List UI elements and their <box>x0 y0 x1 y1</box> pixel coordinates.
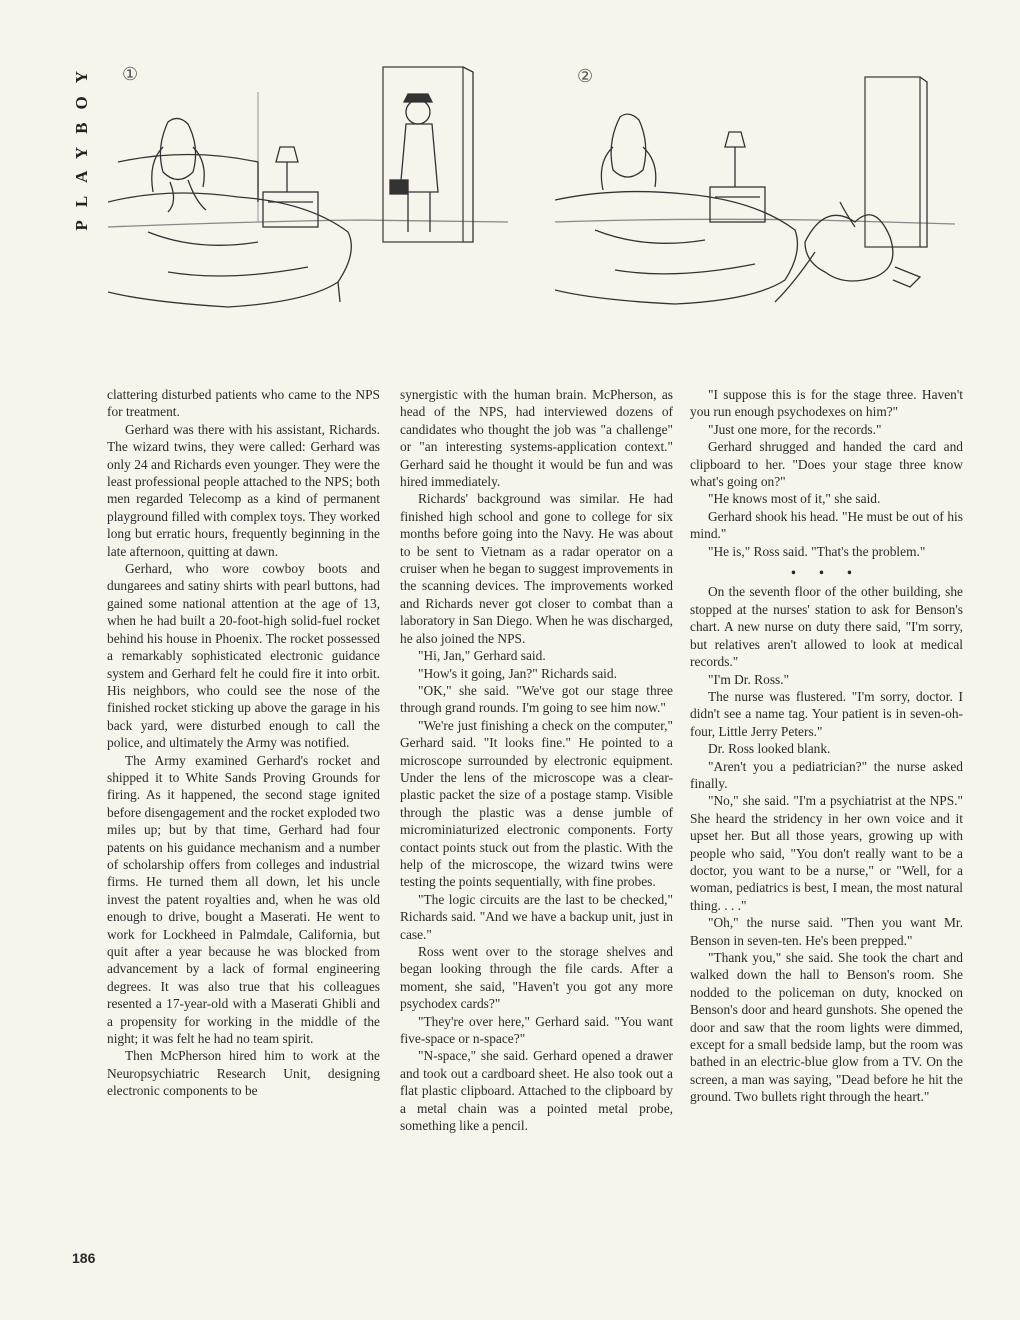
article-paragraph: The nurse was flustered. "I'm sorry, doctor. I didn't see a name tag. Your patient is in seven-oh-four, Little Jerry Peters." <box>690 688 963 739</box>
article-paragraph: "Oh," the nurse said. "Then you want Mr. Benson in seven-ten. He's been prepped." <box>690 915 963 948</box>
cartoon-illustration-1 <box>108 52 508 347</box>
article-paragraph: "No," she said. "I'm a psychiatrist at the NPS." She heard the stridency in her own voice and it upset her. But all those years, growing up with people who said, "You don't really want to be a doctor, you want to be a nurse," or "Well, for a woman, pediatrics is best, I mean, the most natural thing. . . ." <box>690 793 963 913</box>
article-paragraph: Ross went over to the storage shelves and began looking through the file cards. After a moment, she said, "Haven't you got any more psychodex cards?" <box>400 944 673 1012</box>
panel-2-label: ② <box>577 66 594 86</box>
article-paragraph: "We're just finishing a check on the computer," Gerhard said. "It looks fine." He pointed to a microscope surrounded by electronic equipment. Under the lens of the microscope was a clear-plastic packet the size of a postage stamp. Visible through the plastic was a dense jumble of microminiaturized electronic components. Forty contact points stuck out from the plastic. With the help of the microscope, the wizard twins were testing the points sequentially, with fine probes. <box>400 717 673 890</box>
section-break: • • • <box>791 565 862 581</box>
article-paragraph: Gerhard was there with his assistant, Richards. The wizard twins, they were called: Gerhard was only 24 and Richards even younger. They were the least professional people attached to the NPS; both men regarded Telecomp as a kind of permanent playground filled with complex toys. They worked long but erratic hours, frequently beginning in the late afternoon, quitting at dawn. <box>107 421 380 559</box>
article-paragraph: "How's it going, Jan?" Richards said. <box>418 665 617 681</box>
article-paragraph: "I'm Dr. Ross." <box>708 671 790 687</box>
article-paragraph: "He is," Ross said. "That's the problem." <box>708 543 926 559</box>
article-paragraph: Gerhard shrugged and handed the card and clipboard to her. "Does your stage three know what's going on?" <box>690 439 963 490</box>
article-paragraph: clattering disturbed patients who came to the NPS for treatment. <box>107 387 380 420</box>
article-paragraph: Then McPherson hired him to work at the Neuropsychiatric Research Unit, designing electronic components to be <box>107 1048 380 1099</box>
article-paragraph: Gerhard, who wore cowboy boots and dungarees and satiny shirts with pearl buttons, had gained some national attention at the age of 13, when he had built a 20-foot-high solid-fuel rocket behind his house in Phoenix. The rocket possessed a remarkably sophisticated electronic guidance system and Gerhard felt he could fire it into orbit. His neighbors, who could see the nose of the finished rocket sticking up above the garage in his back yard, were disturbed enough to call the police, and ultimately the Army was notified. <box>107 561 380 751</box>
article-paragraph: "He knows most of it," she said. <box>708 491 881 507</box>
cartoon-illustration-2 <box>555 52 955 342</box>
article-paragraph: "The logic circuits are the last to be checked," Richards said. "And we have a backup unit, just in case." <box>400 891 673 942</box>
panel-1-label: ① <box>122 64 139 84</box>
cartoon-panel-2 <box>555 52 955 342</box>
article-paragraph: synergistic with the human brain. McPherson, as head of the NPS, had interviewed dozens of candidates who thought the job was "a challenge" or "an interesting systems-application context." Gerhard said he thought it would be fun and was hired immediately. <box>400 387 673 490</box>
article-column-1 <box>107 386 380 1100</box>
article-column-3 <box>690 386 963 1106</box>
article-paragraph: "Thank you," she said. She took the chart and walked down the hall to Benson's room. She nodded to the policeman on duty, knocked on Benson's door and heard gunshots. She opened the door and saw that the room lights were dimmed, except for a small bedside lamp, but the room was bathed in an electric-blue glow from a TV. On the screen, a man was saying, "Dead before he hit the ground. Two bullets right through the heart." <box>690 950 963 1105</box>
article-paragraph: On the seventh floor of the other building, she stopped at the nurses' station to ask for Benson's chart. A new nurse on duty there said, "I'm sorry, but relatives aren't allowed to look at medical records." <box>690 584 963 670</box>
article-paragraph: "Just one more, for the records." <box>708 421 882 437</box>
article-paragraph: Dr. Ross looked blank. <box>708 741 831 757</box>
article-paragraph: Gerhard shook his head. "He must be out of his mind." <box>690 508 963 542</box>
article-paragraph: Richards' background was similar. He had finished high school and gone to college for six months before going into the Navy. He was about to be sent to Vietnam as a radar operator on a cruiser when he began to suggest improvements in the scanning devices. The improvements worked and Richards never got closer to combat than a laboratory in San Diego. When he was discharged, he also joined the NPS. <box>400 491 673 646</box>
article-paragraph: "I suppose this is for the stage three. Haven't you run enough psychodexes on him?" <box>690 387 963 420</box>
article-paragraph: "Hi, Jan," Gerhard said. <box>418 648 546 664</box>
article-paragraph: "Aren't you a pediatrician?" the nurse asked finally. <box>690 758 963 791</box>
article-column-2 <box>400 386 673 1134</box>
article-paragraph: "N-space," she said. Gerhard opened a drawer and took out a cardboard sheet. He also took out a flat plastic clipboard. Attached to the clipboard by a metal chain was a pointed metal probe, something like a pencil. <box>400 1048 673 1134</box>
article-paragraph: "OK," she said. "We've got our stage three through grand rounds. I'm going to see him now." <box>400 682 673 716</box>
cartoon-panel-1 <box>108 52 508 347</box>
article-paragraph: The Army examined Gerhard's rocket and shipped it to White Sands Proving Grounds for firing. As it happened, the second stage ignited before disengagement and the rocket exploded two miles up; but by that time, Gerhard had four patents on his guidance mechanism and a number of scholarship offers from colleges and industrial firms. He turned them all down, let his uncle invest the patent royalties and, when he was old enough to drive, bought a Maserati. He went to work for Lockheed in Palmdale, California, but quit after a year because he was blocked from advancement by a lack of formal engineering degrees. It was also true that his colleagues resented a 17-year-old with a Maserati Ghibli and a propensity for working in the middle of the night; it was felt he had no team spirit. <box>107 752 380 1047</box>
page-number: 186 <box>72 1250 96 1266</box>
article-paragraph: "They're over here," Gerhard said. "You want five-space or n-space?" <box>400 1013 673 1047</box>
magazine-masthead: PLAYBOY <box>72 58 91 231</box>
